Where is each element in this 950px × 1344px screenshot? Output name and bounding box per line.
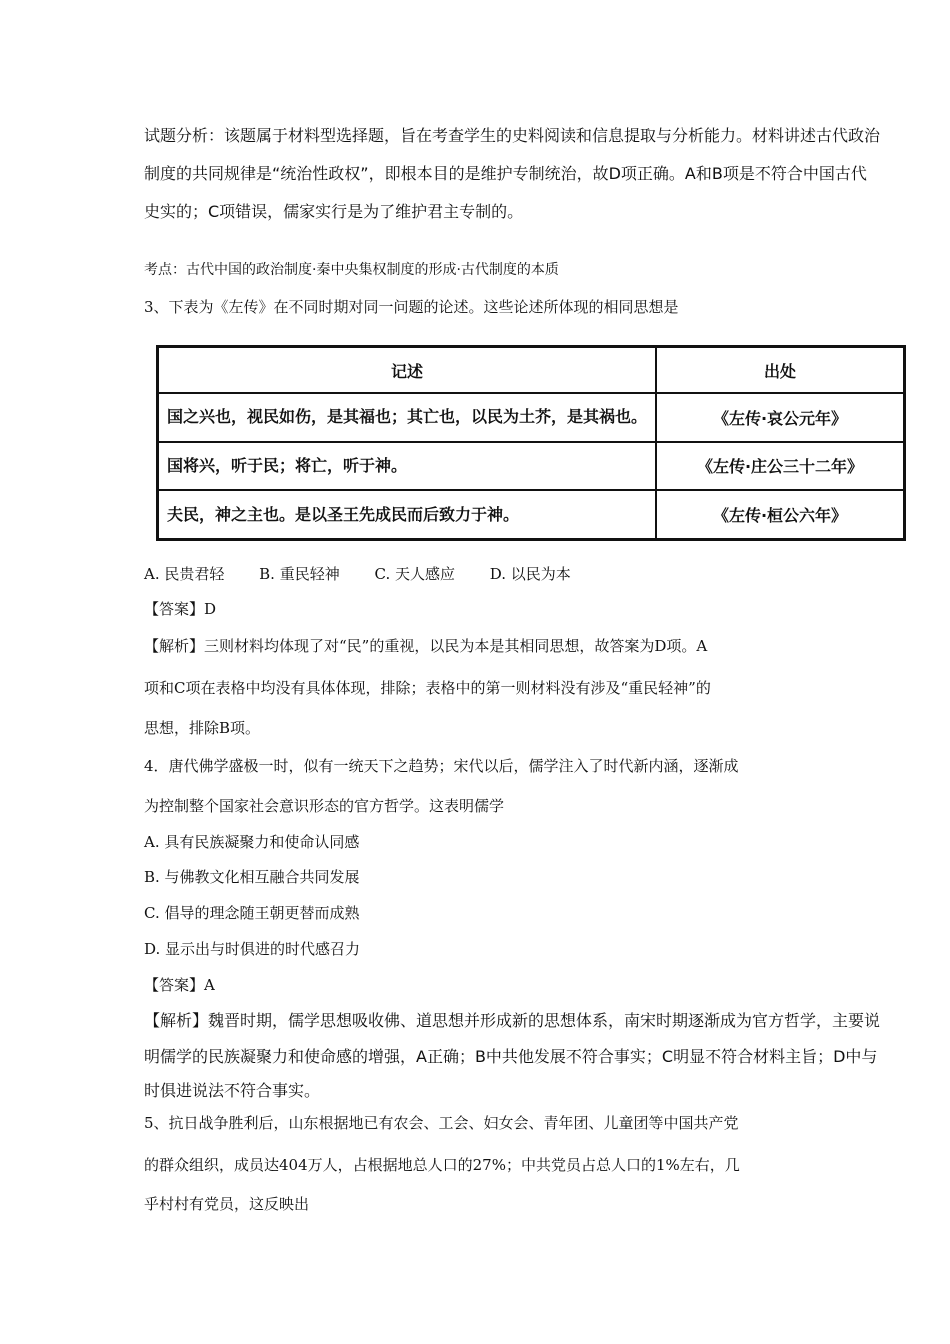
row-desc: 国将兴，听于民；将亡，听于神。 (158, 442, 657, 491)
header-source: 出处 (656, 347, 905, 394)
q5-stem-1: 5、抗日战争胜利后，山东根据地已有农会、工会、妇女会、青年团、儿童团等中国共产党 (144, 1114, 739, 1132)
row-source: 《左传·庄公三十二年》 (656, 442, 905, 491)
q4-explain-2: 明儒学的民族凝聚力和使命感的增强，A正确；B中共他发展不符合事实；C明显不符合材料主旨；D中与 (144, 1047, 878, 1066)
row-desc: 国之兴也，视民如伤，是其福也；其亡也，以民为土芥，是其祸也。 (158, 393, 657, 442)
q3-option-b: B. 重民轻神 (259, 565, 340, 583)
q4-option-b: B. 与佛教文化相互融合共同发展 (144, 868, 360, 886)
table-row (158, 490, 905, 539)
q3-explain-2: 项和C项在表格中均没有具体体现，排除；表格中的第一则材料没有涉及“重民轻神”的 (144, 679, 711, 697)
q5-stem-2: 的群众组织，成员达404万人，占根据地总人口的27%；中共党员占总人口的1%左右，几 (144, 1156, 740, 1174)
q3-option-c: C. 天人感应 (374, 565, 455, 583)
q4-stem-1: 4．唐代佛学盛极一时，似有一统天下之趋势；宋代以后，儒学注入了时代新内涵，逐渐成 (144, 757, 739, 775)
q3-option-d: D. 以民为本 (489, 565, 571, 583)
kaodian: 考点：古代中国的政治制度·秦中央集权制度的形成·古代制度的本质 (144, 262, 559, 278)
q3-answer: 【答案】D (144, 600, 217, 618)
q3-options (144, 563, 601, 584)
q4-option-d: D. 显示出与时俱进的时代感召力 (144, 940, 361, 958)
analysis-line-1: 试题分析：该题属于材料型选择题，旨在考查学生的史料阅读和信息提取与分析能力。材料讲述古代政治 (144, 126, 881, 145)
row-desc: 夫民，神之主也。是以圣王先成民而后致力于神。 (158, 490, 657, 539)
q4-answer: 【答案】A (144, 976, 215, 994)
q3-stem: 3、下表为《左传》在不同时期对同一问题的论述。这些论述所体现的相同思想是 (144, 298, 679, 316)
table-header-row (158, 347, 905, 394)
source-table (156, 345, 906, 541)
analysis-line-2: 制度的共同规律是“统治性政权”，即根本目的是维护专制统治，故D项正确。A和B项是不符合中国古代 (144, 164, 867, 183)
q4-option-c: C. 倡导的理念随王朝更替而成熟 (144, 904, 360, 922)
q4-option-a: A. 具有民族凝聚力和使命认同感 (144, 833, 360, 851)
q5-stem-3: 乎村村有党员，这反映出 (144, 1195, 310, 1213)
row-source: 《左传·哀公元年》 (656, 393, 905, 442)
q4-explain-1: 【解析】魏晋时期，儒学思想吸收佛、道思想并形成新的思想体系，南宋时期逐渐成为官方哲学，主要说 (144, 1011, 881, 1030)
row-source: 《左传·桓公六年》 (656, 490, 905, 539)
header-desc: 记述 (158, 347, 657, 394)
q4-stem-2: 为控制整个国家社会意识形态的官方哲学。这表明儒学 (144, 797, 505, 815)
q3-option-a: A. 民贵君轻 (144, 565, 225, 583)
q4-explain-3: 时俱进说法不符合事实。 (144, 1081, 321, 1100)
table-row (158, 393, 905, 442)
analysis-line-3: 史实的；C项错误，儒家实行是为了维护君主专制的。 (144, 202, 524, 221)
table-row (158, 442, 905, 491)
q3-explain-1: 【解析】三则材料均体现了对“民”的重视，以民为本是其相同思想，故答案为D项。A (144, 637, 708, 655)
q3-explain-3: 思想，排除B项。 (144, 719, 261, 737)
